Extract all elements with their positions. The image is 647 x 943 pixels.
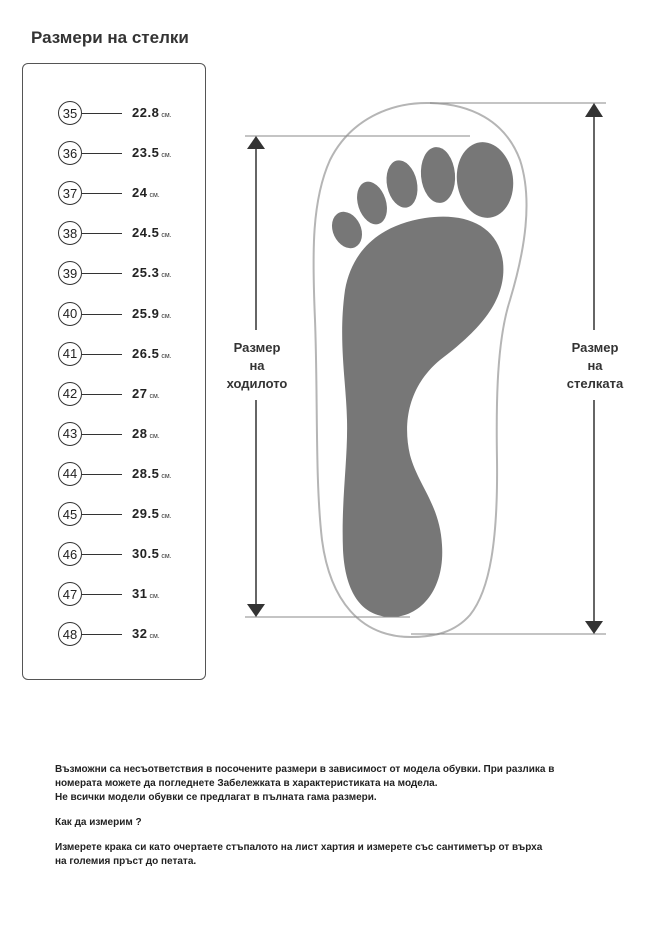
little-toe [326, 207, 367, 253]
size-unit: см. [161, 472, 172, 480]
size-row [23, 502, 207, 528]
size-number-badge: 35 [58, 101, 82, 125]
size-cm: 24 [132, 185, 148, 201]
size-row [23, 221, 207, 247]
insole-arrow-top-icon [585, 103, 603, 117]
size-number-badge: 42 [58, 382, 82, 406]
size-length-value [132, 626, 160, 641]
size-length-value [132, 546, 172, 561]
size-row [23, 422, 207, 448]
fourth-toe [352, 178, 392, 228]
size-cm: 29.5 [132, 506, 160, 521]
size-cm: 31 [132, 586, 148, 602]
size-row [23, 141, 207, 167]
size-unit: см. [161, 232, 172, 240]
size-connector-line [82, 634, 122, 635]
insole-arrow-bottom-icon [585, 621, 603, 634]
size-connector-line [82, 113, 122, 114]
size-unit: см. [161, 352, 172, 360]
size-unit: см. [161, 112, 172, 119]
size-unit: см. [149, 432, 160, 440]
size-table [22, 63, 206, 680]
size-cm: 24.5 [132, 225, 160, 241]
size-unit: см. [149, 593, 160, 601]
size-connector-line [82, 434, 122, 435]
size-row [23, 622, 207, 648]
size-connector-line [82, 394, 122, 395]
insole-size-label [553, 339, 637, 393]
size-connector-line [82, 273, 122, 274]
size-row [23, 382, 207, 408]
size-number-badge: 40 [58, 302, 82, 326]
size-cm: 32 [132, 626, 148, 642]
foot-label-line2: на [249, 358, 265, 373]
size-length-value [132, 586, 160, 601]
size-cm: 28.5 [132, 465, 160, 481]
size-number-badge: 47 [58, 582, 82, 606]
size-number-badge: 39 [58, 261, 82, 285]
size-connector-line [82, 594, 122, 595]
size-row [23, 542, 207, 568]
foot-label-line3: ходилото [226, 376, 288, 391]
size-cm: 25.9 [132, 305, 160, 321]
note-line-1: Възможни са несъответствия в посочените размери в зависимост от модела обувки. При разлика в [55, 764, 555, 775]
size-length-value [132, 105, 172, 120]
size-unit: см. [161, 553, 172, 561]
size-cm: 28 [132, 425, 148, 441]
insole-label-line3: стелката [566, 376, 624, 391]
size-unit: см. [161, 272, 172, 280]
size-row [23, 261, 207, 287]
size-number-badge: 38 [58, 221, 82, 245]
insole-label-line1: Размер [571, 340, 619, 355]
size-number-badge: 43 [58, 422, 82, 446]
third-toe [382, 157, 421, 210]
size-row [23, 181, 207, 207]
size-length-value [132, 185, 160, 200]
big-toe [452, 138, 518, 221]
size-cm: 22.8 [132, 105, 160, 120]
size-length-value [132, 306, 172, 321]
size-connector-line [82, 314, 122, 315]
foot-size-label [215, 339, 299, 393]
size-unit: см. [149, 633, 160, 641]
size-number-badge: 44 [58, 462, 82, 486]
size-cm: 30.5 [132, 546, 160, 562]
size-length-value [132, 426, 160, 441]
size-cm: 27 [132, 385, 148, 401]
second-toe [419, 146, 458, 205]
size-number-badge: 48 [58, 622, 82, 646]
size-length-value [132, 346, 172, 361]
notes-section [55, 763, 595, 869]
foot-arrow-bottom-icon [247, 604, 265, 617]
size-length-value [132, 506, 172, 521]
size-number-badge: 36 [58, 141, 82, 165]
size-cm: 26.5 [132, 345, 160, 361]
size-row [23, 342, 207, 368]
size-connector-line [82, 354, 122, 355]
size-length-value [132, 145, 172, 160]
size-unit: см. [161, 513, 172, 520]
insole-label-line2: на [587, 358, 603, 373]
size-length-value [132, 225, 172, 240]
size-number-badge: 46 [58, 542, 82, 566]
size-length-value [132, 386, 160, 401]
how-to-measure-heading: Как да измерим ? [55, 817, 142, 828]
size-row [23, 582, 207, 608]
size-cm: 25.3 [132, 265, 160, 281]
foot-label-line1: Размер [233, 340, 281, 355]
size-cm: 23.5 [132, 145, 160, 161]
how-to-measure-line-2: на големия пръст до петата. [55, 856, 197, 867]
foot-arrow-top-icon [247, 136, 265, 149]
size-unit: см. [161, 312, 172, 320]
size-connector-line [82, 474, 122, 475]
size-connector-line [82, 153, 122, 154]
size-number-badge: 41 [58, 342, 82, 366]
size-number-badge: 45 [58, 502, 82, 526]
size-row [23, 302, 207, 328]
size-connector-line [82, 233, 122, 234]
size-connector-line [82, 514, 122, 515]
how-to-measure-line-1: Измерете крака си като очертаете стъпалото на лист хартия и измерете със сантиметър от върха [55, 842, 543, 853]
size-row [23, 101, 207, 127]
foot-sole-shape [342, 217, 503, 617]
page-title: Размери на стелки [31, 28, 189, 47]
size-unit: см. [161, 152, 172, 160]
size-connector-line [82, 193, 122, 194]
note-line-2: номерата можете да погледнете Забележката в характеристиката на модела. [55, 778, 438, 789]
size-unit: см. [149, 192, 160, 200]
size-unit: см. [149, 392, 160, 400]
size-length-value [132, 466, 172, 481]
size-row [23, 462, 207, 488]
size-connector-line [82, 554, 122, 555]
size-length-value [132, 265, 172, 280]
note-line-3: Не всички модели обувки се предлагат в пълната гама размери. [55, 792, 377, 803]
size-number-badge: 37 [58, 181, 82, 205]
